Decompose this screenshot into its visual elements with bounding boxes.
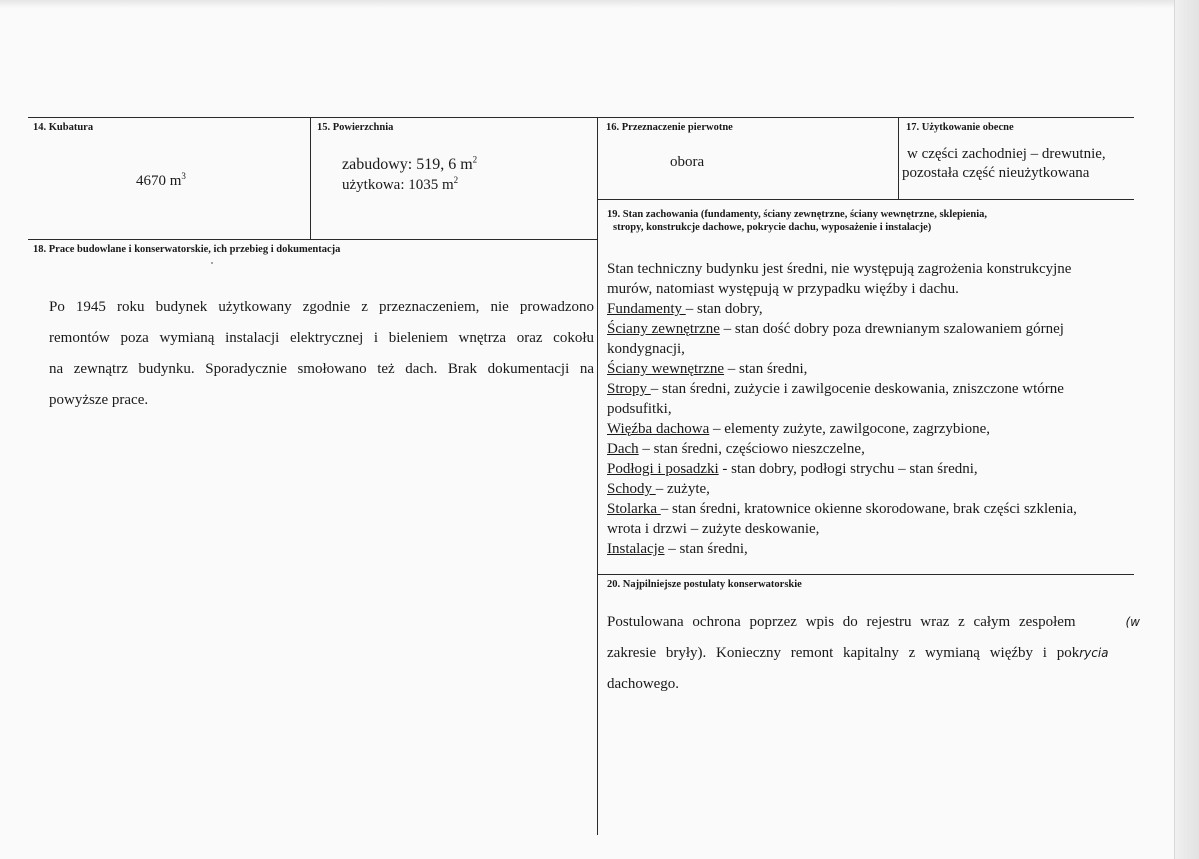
stan-item-term: Ściany wewnętrzne — [607, 361, 725, 377]
handwritten-insertion-1: (w — [1125, 615, 1140, 629]
scan-right-edge — [1174, 0, 1199, 859]
stan-text — [607, 259, 1132, 559]
main-column-divider — [597, 117, 598, 835]
stan-item-text: – stan średni, częściowo nieszczelne, — [638, 441, 865, 457]
stan-intro-line-1: Stan techniczny budynku jest średni, nie występują zagrożenia konstrukcyjne — [607, 261, 1072, 277]
postulaty-line-2-text: zakresie bryły). Konieczny remont kapitalny z wymianą więźby i pok — [607, 645, 1080, 661]
uzytkowanie-line-2: pozostała część nieużytkowana — [902, 165, 1090, 181]
kubatura-unit-exponent: 3 — [181, 171, 186, 181]
powierzchnia-label: 15. Powierzchnia — [317, 122, 394, 133]
stan-item-term: Więźba dachowa — [607, 421, 710, 437]
stan-item-text: – stan dość dobry poza drewnianym szalowaniem górnej — [719, 321, 1064, 337]
stan-item-text: podsufitki, — [607, 401, 672, 417]
stan-item — [607, 439, 1132, 459]
stan-item-text: – stan średni, — [664, 541, 748, 557]
uzytkowa-text: użytkowa: 1035 m — [342, 177, 454, 193]
postulaty-line-2 — [607, 638, 1140, 669]
stan-item-term: Stropy — [607, 381, 651, 397]
stan-intro-line-2: murów, natomiast występują w przypadku więźby i dachu. — [607, 281, 959, 297]
stan-item-text: kondygnacji, — [607, 341, 685, 357]
stan-item-text: - stan dobry, podłogi strychu – stan średni, — [718, 461, 978, 477]
przeznaczenie-label: 16. Przeznaczenie pierwotne — [606, 122, 733, 133]
stan-item — [607, 399, 1132, 419]
prace-line-2: remontów poza wymianą instalacji elektrycznej i bieleniem wnętrza oraz cokołu — [49, 330, 594, 346]
prace-label: 18. Prace budowlane i konserwatorskie, ich przebieg i dokumentacja — [33, 244, 341, 255]
stan-item — [607, 359, 1132, 379]
border-below-19 — [597, 574, 1134, 575]
postulaty-text — [607, 607, 1140, 700]
prace-line-3: na zewnątrz budynku. Sporadycznie smołowano też dach. Brak dokumentacji na — [49, 361, 594, 377]
stan-item-text: wrota i drzwi – zużyte deskowanie, — [607, 521, 820, 537]
zabudowy-text: zabudowy: 519, 6 m — [342, 156, 473, 173]
prace-text — [49, 292, 594, 416]
stan-label — [607, 208, 987, 234]
stan-item-term: Podłogi i posadzki — [607, 461, 719, 477]
stan-item-term: Instalacje — [607, 541, 665, 557]
stan-item-text: – stan średni, kratownice okienne skorodowane, brak części szklenia, — [660, 501, 1077, 517]
prace-line-1: Po 1945 roku budynek użytkowany zgodnie z przeznaczeniem, nie prowadzono — [49, 299, 594, 315]
kubatura-number: 4670 m — [136, 173, 182, 189]
stan-item — [607, 419, 1132, 439]
stan-item-text: – stan średni, — [724, 361, 808, 377]
stan-item-term: Stolarka — [607, 501, 661, 517]
stan-item-text: – stan średni, zużycie i zawilgocenie deskowania, zniszczone wtórne — [650, 381, 1064, 397]
stan-label-line-1: 19. Stan zachowania (fundamenty, ściany zewnętrzne, ściany wewnętrzne, sklepienia, — [607, 209, 988, 220]
stan-item — [607, 459, 1132, 479]
stan-item — [607, 479, 1132, 499]
stan-item-text: – elementy zużyte, zawilgocone, zagrzybione, — [709, 421, 990, 437]
stan-item-term: Schody — [607, 481, 656, 497]
przeznaczenie-value: obora — [670, 154, 705, 170]
stan-item-term: Dach — [607, 441, 639, 457]
postulaty-label: 20. Najpilniejsze postulaty konserwatorskie — [607, 579, 802, 590]
postulaty-line-3: dachowego. — [607, 676, 680, 692]
handwritten-insertion-2: rycia — [1079, 646, 1109, 660]
prace-line-4: powyższe prace. — [49, 392, 149, 408]
zabudowy-exponent: 2 — [472, 154, 478, 165]
border-below-14-15 — [28, 239, 598, 240]
uzytkowa-exponent: 2 — [453, 175, 459, 185]
stan-item — [607, 339, 1132, 359]
stan-item-text: – stan dobry, — [685, 301, 763, 317]
kubatura-label: 14. Kubatura — [33, 122, 94, 133]
stan-item — [607, 319, 1132, 339]
divider-16-17 — [898, 117, 899, 200]
postulaty-line-1 — [607, 607, 1140, 638]
scan-top-edge — [0, 0, 1199, 8]
powierzchnia-uzytkowa — [342, 176, 458, 194]
border-below-16-17 — [597, 199, 1134, 200]
stan-label-line-2: stropy, konstrukcje dachowe, pokrycie dachu, wyposażenie i instalacje) — [613, 222, 932, 233]
scan-speck — [211, 262, 213, 264]
stan-item-text: – zużyte, — [655, 481, 710, 497]
stan-item — [607, 519, 1132, 539]
stan-item — [607, 499, 1132, 519]
stan-item-term: Fundamenty — [607, 301, 686, 317]
postulaty-line-1-text: Postulowana ochrona poprzez wpis do rejestru wraz z całym zespołem — [607, 614, 1076, 630]
uzytkowanie-label: 17. Użytkowanie obecne — [906, 122, 1014, 133]
powierzchnia-zabudowy — [342, 156, 477, 174]
kubatura-value — [136, 172, 186, 190]
stan-item — [607, 539, 1132, 559]
divider-14-15 — [310, 117, 311, 240]
stan-item — [607, 299, 1132, 319]
table-top-border — [28, 117, 1134, 118]
stan-item-term: Ściany zewnętrzne — [607, 321, 720, 337]
stan-item — [607, 379, 1132, 399]
uzytkowanie-line-1: w części zachodniej – drewutnie, — [907, 146, 1106, 162]
